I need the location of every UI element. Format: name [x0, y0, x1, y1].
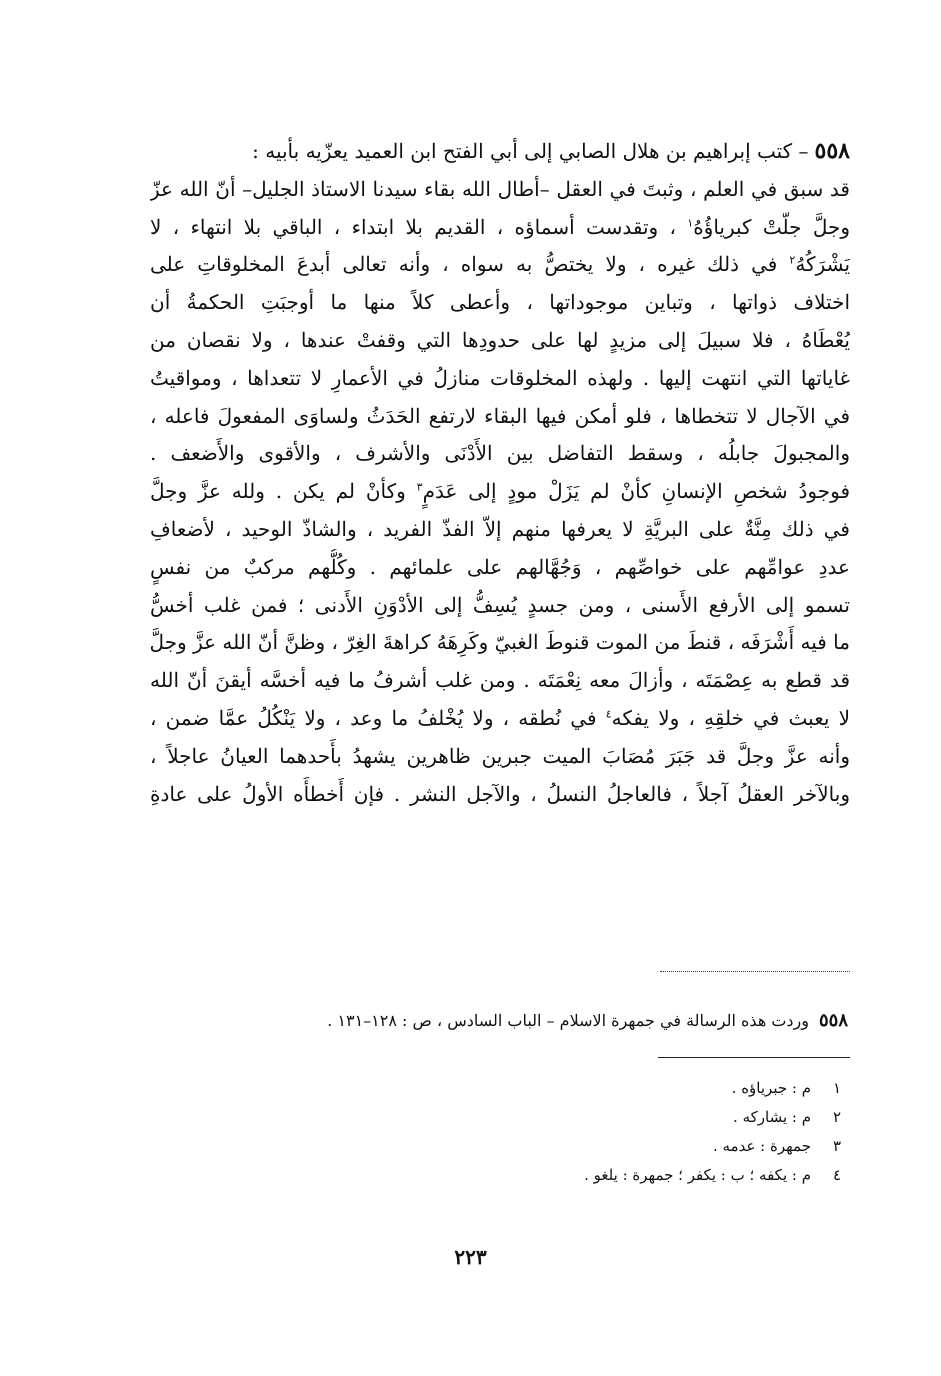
- dotted-divider: [660, 971, 850, 972]
- letter-line: في ذلك مِنَّةٌ على البريَّةِ لا يعرفها منهم إلاّ الفذّ الفريد ، والشاذّ الوحيد ، لأضعافِ: [150, 516, 850, 541]
- footnote-number: ١: [832, 1079, 841, 1097]
- item-number: ٥٥٨: [814, 138, 850, 164]
- source-note-number: ٥٥٨: [818, 1010, 848, 1031]
- letter-line: تسمو إلى الأرفع الأَسنى ، ومن جسدٍ يُسِفُّ إلى الأدْوَنِ الأَدنى ؛ فمن غلب أخسُّ: [150, 592, 850, 617]
- footnote-divider: [658, 1057, 850, 1058]
- footnote-marker[interactable]: ٣: [416, 480, 423, 494]
- letter-line: وأنه عزَّ وجلَّ قد جَبَرَ مُصَابَ الميت جبرين ظاهرين يشهدُ بأَحدهما العيانُ عاجلاً ،: [150, 743, 850, 768]
- letter-line: اختلاف ذواتها ، وتباين موجوداتها ، وأعطى كلاً منها ما أوجبَتِ الحكمةُ أن: [150, 290, 850, 315]
- letter-line: والمجبولَ جابلُه ، وسقط التفاضل بين الأَدْنَى والأشرف ، والأقوى والأَضعف .: [150, 441, 850, 466]
- letter-line: يَشْرَكُهُ$^٢$ في ذلك غيره ، ولا يختصُّ به سواه ، وأنه تعالى أبدعَ المخلوقاتِ على: [150, 252, 850, 277]
- footnote-text: م : يكفه ؛ ب : يكفر ؛ جمهرة : يلغو .: [584, 1166, 811, 1184]
- letter-line: في الآجال لا تتخطاها ، فلو أمكن فيها البقاء لارتفع الحَدَثُ ولساوَى المفعولَ فاعله ،: [150, 403, 850, 428]
- letter-line: وبالآخر العقلُ آجلاً ، فالعاجلُ النسلُ ، والآجل النشر . فإن أَخطأَه الأولُ على عادةِ: [150, 781, 850, 806]
- letter-line: ٥٥٨– كتب إبراهيم بن هلال الصابي إلى أبي الفتح ابن العميد يعزّيه بأبيه :: [252, 138, 850, 164]
- footnote-text: جمهرة : عدمه .: [712, 1137, 811, 1155]
- source-note: [327, 1010, 848, 1031]
- footnote-marker[interactable]: ٢: [789, 253, 796, 267]
- footnote-number: ٤: [832, 1166, 841, 1184]
- footnote-item: [584, 1103, 841, 1132]
- footnotes: [584, 1074, 841, 1190]
- letter-line: يُعْطَاهُ ، فلا سبيلَ إلى مزيدٍ لها على حدودِها التي وقفتْ عندها ، ولا نقصان من: [150, 327, 850, 352]
- letter-line: وجلَّ جلّتْ كبرياؤُهُ$^١$ ، وتقدست أسماؤه ، القديم بلا ابتداء ، الباقي بلا انتهاء ، لا: [150, 214, 850, 239]
- letter-body: [150, 133, 850, 813]
- source-note-text: وردت هذه الرسالة في جمهرة الاسلام – الباب السادس ، ص : ١٢٨–١٣١ .: [327, 1011, 809, 1030]
- page-number: ٢٢٣: [454, 1245, 487, 1269]
- letter-line: غاياتها التي انتهت إليها . ولهذه المخلوقات منازلُ في الأعمارِ لا تتعداها ، ومواقيتُ: [150, 365, 850, 390]
- letter-line: ما فيه أَشْرَفَه ، قنطَ من الموت قنوطَ الغبيّ وكَرِهَهُ كراهةَ الغِرّ ، وظنَّ أنّ الله عزَّ وجلَّ: [150, 630, 850, 655]
- letter-line: لا يعبث في خلقِهِ ، ولا يفكه$^٤$ في نُطقه ، ولا يُخْلفُ ما وعد ، ولا يَنْكُلُ عمَّا ضمن ،: [150, 705, 850, 730]
- footnote-item: [584, 1074, 841, 1103]
- footnote-item: [584, 1132, 841, 1161]
- footnote-marker[interactable]: ١: [687, 215, 694, 229]
- footnote-text: م : جبرياؤه .: [731, 1079, 811, 1097]
- footnote-text: م : يشاركه .: [733, 1108, 811, 1126]
- letter-line: عددِ عوامِّهم على خواصِّهم ، وَجُهَّالهم على علمائهم . وكُلُّهم مركبٌ من نفسٍ: [150, 554, 850, 579]
- footnote-number: ٣: [832, 1137, 841, 1155]
- letter-line: فوجودُ شخصِ الإنسانِ كأنْ لم يَزَلْ مودٍ إلى عَدَمٍ$^٣$ وكأنْ لم يكن . ولله عزَّ وجلَّ: [150, 479, 850, 504]
- footnote-item: [584, 1161, 841, 1190]
- letter-line: قد قطع به عِصْمَتَه ، وأزالَ معه نِعْمَتَه . ومن غلب أشرفُ ما فيه أخسَّه أيقنَ أنّ الله: [150, 668, 850, 693]
- letter-line: قد سبق في العلم ، وثبتَ في العقل –أطال الله بقاء سيدنا الاستاذ الجليل– أنّ الله عزّ: [150, 176, 850, 201]
- footnote-number: ٢: [832, 1108, 841, 1126]
- footnote-marker[interactable]: ٤: [605, 707, 612, 721]
